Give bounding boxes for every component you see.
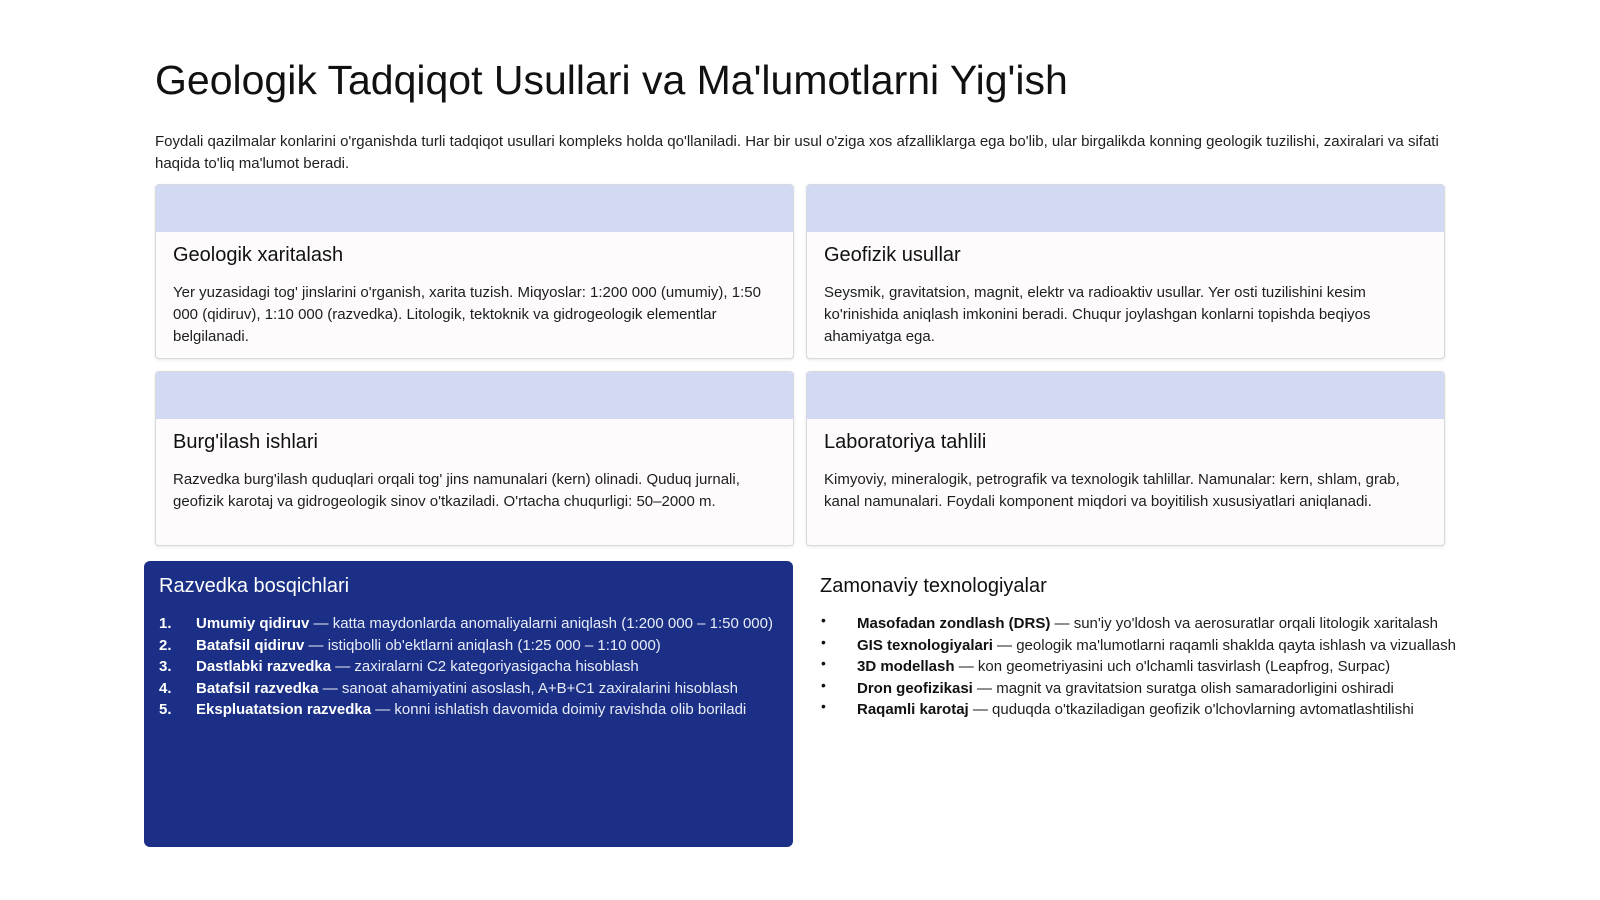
bullet-icon: •	[821, 676, 826, 693]
stage-number: 3.	[159, 658, 172, 676]
card-header-band	[807, 372, 1444, 419]
card-title: Geofizik usullar	[824, 244, 961, 266]
stage-description: — istiqbolli ob'ektlarni aniqlash (1:25 000 – 1:10 000)	[304, 636, 661, 654]
tech-item	[820, 699, 1460, 721]
tech-name: Masofadan zondlash (DRS)	[857, 615, 1051, 632]
card-laboratoriya-tahlili	[806, 371, 1445, 546]
stage-item	[159, 678, 779, 700]
tech-name: 3D modellash	[857, 658, 955, 676]
card-geofizik-usullar	[806, 184, 1445, 359]
page-title: Geologik Tadqiqot Usullari va Ma'lumotlarni Yig'ish	[155, 57, 1068, 103]
card-text: Razvedka burg'ilash quduqlari orqali tog' jins namunalari (kern) olinadi. Quduq jurnali, geofizik karotaj va gidrogeologik sinov o'tkaziladi. O'rtacha chuqurligi: 50–2000 m.	[173, 471, 740, 510]
stage-description: — katta maydonlarda anomaliyalarni aniqlash (1:200 000 – 1:50 000)	[309, 615, 773, 632]
tech-name: GIS texnologiyalari	[857, 636, 993, 654]
stage-item	[159, 613, 779, 635]
tech-item	[820, 656, 1460, 678]
stage-name: Batafsil razvedka	[196, 679, 319, 697]
stage-number: 2.	[159, 636, 172, 654]
exploration-stages-panel	[144, 561, 793, 847]
tech-item	[820, 613, 1460, 635]
stage-item	[159, 635, 779, 657]
stage-item	[159, 656, 779, 678]
card-title: Burg'ilash ishlari	[173, 431, 318, 453]
card-title: Geologik xaritalash	[173, 244, 344, 266]
card-text: Kimyoviy, mineralogik, petrografik va texnologik tahlillar. Namunalar: kern, shlam, grab, kanal namunalari. Foydali komponent miqdori va boyitilish xususiyatlari aniqlanadi.	[824, 471, 1400, 510]
bullet-icon: •	[821, 633, 826, 650]
stage-description: — sanoat ahamiyatini asoslash, A+B+C1 zaxiralarini hisoblash	[318, 679, 738, 697]
tech-name: Raqamli karotaj	[857, 701, 969, 719]
tech-name: Dron geofizikasi	[857, 679, 973, 697]
card-burgilash-ishlari	[155, 371, 794, 546]
tech-list	[820, 613, 1460, 721]
stage-number: 5.	[159, 701, 172, 719]
stage-item	[159, 699, 779, 721]
stage-description: — zaxiralarni C2 kategoriyasigacha hisoblash	[331, 658, 639, 676]
tech-description: — geologik ma'lumotlarni raqamli shaklda qayta ishlash va vizuallash	[992, 636, 1456, 654]
stage-name: Dastlabki razvedka	[196, 658, 332, 676]
stage-number: 1.	[159, 615, 172, 632]
tech-description: — kon geometriyasini uch o'lchamli tasvirlash (Leapfrog, Surpac)	[954, 658, 1391, 676]
stages-title: Razvedka bosqichlari	[159, 575, 350, 597]
card-title: Laboratoriya tahlili	[824, 431, 987, 453]
stage-name: Ekspluatatsion razvedka	[196, 701, 372, 719]
stage-number: 4.	[159, 679, 172, 697]
tech-title: Zamonaviy texnologiyalar	[820, 575, 1047, 597]
modern-technologies-section	[820, 561, 1460, 847]
card-text: Seysmik, gravitatsion, magnit, elektr va radioaktiv usullar. Yer osti tuzilishini kesim ko'rinishida aniqlash imkonini beradi. Chuqur joylashgan konlarni topishda beqiyos ahamiyatga ega.	[824, 284, 1371, 345]
card-header-band	[156, 185, 793, 232]
tech-description: — sun'iy yo'ldosh va aerosuratlar orqali litologik xaritalash	[1050, 615, 1438, 632]
card-header-band	[807, 185, 1444, 232]
bullet-icon: •	[821, 698, 826, 715]
card-header-band	[156, 372, 793, 419]
intro-paragraph: Foydali qazilmalar konlarini o'rganishda turli tadqiqot usullari kompleks holda qo'llaniladi. Har bir usul o'ziga xos afzalliklarga ega bo'lib, ular birgalikda konning geologik tuzilishi, zaxiralari va sifati haqida to'liq ma'lumot beradi.	[155, 133, 1439, 172]
bullet-icon: •	[821, 612, 826, 628]
card-text: Yer yuzasidagi tog' jinslarini o'rganish, xarita tuzish. Miqyoslar: 1:200 000 (umumiy), 1:50 000 (qidiruv), 1:10 000 (razvedka). Litologik, tektoknik va gidrogeologik elementlar belgilanadi.	[173, 284, 761, 345]
tech-description: — quduqda o'tkaziladigan geofizik o'lchovlarning avtomatlashtilishi	[968, 701, 1414, 719]
tech-description: — magnit va gravitatsion suratga olish samaradorligini oshiradi	[972, 679, 1394, 697]
stage-name: Batafsil qidiruv	[196, 636, 305, 654]
tech-item	[820, 678, 1460, 700]
tech-item	[820, 635, 1460, 657]
stage-name: Umumiy qidiruv	[196, 615, 310, 632]
stage-description: — konni ishlatish davomida doimiy ravishda olib boriladi	[371, 701, 747, 719]
bullet-icon: •	[821, 655, 826, 672]
stages-list	[159, 613, 779, 721]
card-geologik-xaritalash	[155, 184, 794, 359]
